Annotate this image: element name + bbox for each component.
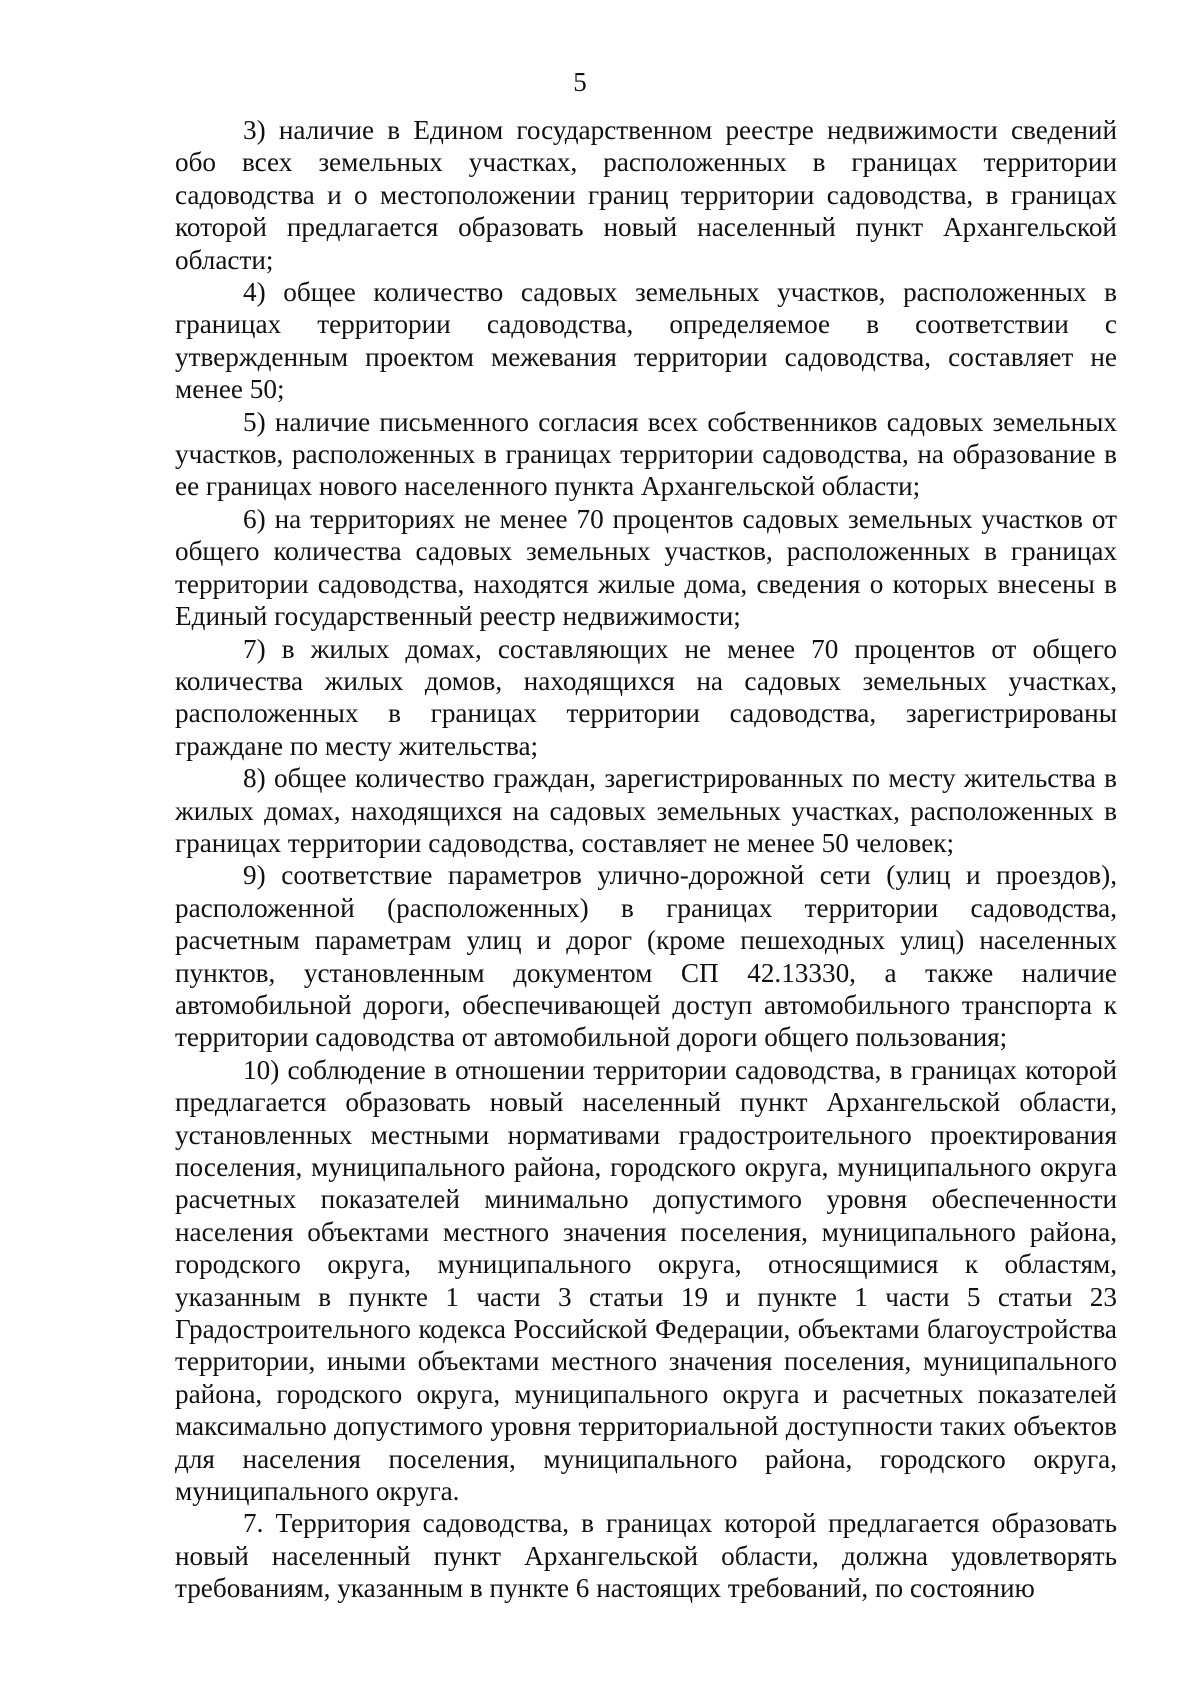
paragraph-item-10: 10) соблюдение в отношении территории садоводства, в границах которой предлагается образовать новый населенный пункт Архангельской области, установленных местными нормативами градостроительного проектирования поселения, муниципального района, городского округа, муниципального округа расчетных показателей минимально допустимого уровня обеспеченности населения объектами местного значения поселения, муниципального района, городского округа, муниципального округа, относящимися к областям, указанным в пункте 1 части 3 статьи 19 и пункте 1 части 5 статьи 23 Градостроительного кодекса Российской Федерации, объектами благоустройства территории, иными объектами местного значения поселения, муниципального района, городского округа, муниципального округа и расчетных показателей максимально допустимого уровня территориальной доступности таких объектов для населения поселения, муниципального района, городского округа, муниципального округа. [175,1054,1117,1507]
paragraph-item-8: 8) общее количество граждан, зарегистрированных по месту жительства в жилых домах, находящихся на садовых земельных участках, расположенных в границах территории садоводства, составляет не менее 50 человек; [175,763,1117,858]
page-number: 5 [573,67,587,97]
paragraph-item-6: 6) на территориях не менее 70 процентов садовых земельных участков от общего количества садовых земельных участков, расположенных в границах территории садоводства, находятся жилые дома, сведения о которых внесены в Единый государственный реестр недвижимости; [175,503,1117,632]
paragraph-item-3: 3) наличие в Едином государственном реестре недвижимости сведений обо всех земельных участках, расположенных в границах территории садоводства и о местоположении границ территории садоводства, в границах которой предлагается образовать новый населенный пункт Архангельской области; [175,115,1117,275]
document-body [175,114,1117,1605]
paragraph-item-4: 4) общее количество садовых земельных участков, расположенных в границах территории садоводства, определяемое в соответствии с утвержденным проектом межевания территории садоводства, составляет не менее 50; [175,277,1117,405]
paragraph-item-5: 5) наличие письменного согласия всех собственников садовых земельных участков, расположенных в границах территории садоводства, на образование в ее границах нового населенного пункта Архангельской области; [175,406,1117,502]
paragraph-section-7: 7. Территория садоводства, в границах которой предлагается образовать новый населенный пункт Архангельской области, должна удовлетворять требованиям, указанным в пункте 6 настоящих требований, по состоянию [175,1508,1117,1604]
paragraph-item-9: 9) соответствие параметров улично-дорожной сети (улиц и проездов), расположенной (расположенных) в границах территории садоводства, расчетным параметрам улиц и дорог (кроме пешеходных улиц) населенных пунктов, установленным документом СП 42.13330, а также наличие автомобильной дороги, обеспечивающей доступ автомобильного транспорта к территории садоводства от автомобильной дороги общего пользования; [175,860,1117,1053]
paragraph-item-7: 7) в жилых домах, составляющих не менее 70 процентов от общего количества жилых домов, находящихся на садовых земельных участках, расположенных в границах территории садоводства, зарегистрированы граждане по месту жительства; [175,633,1117,761]
